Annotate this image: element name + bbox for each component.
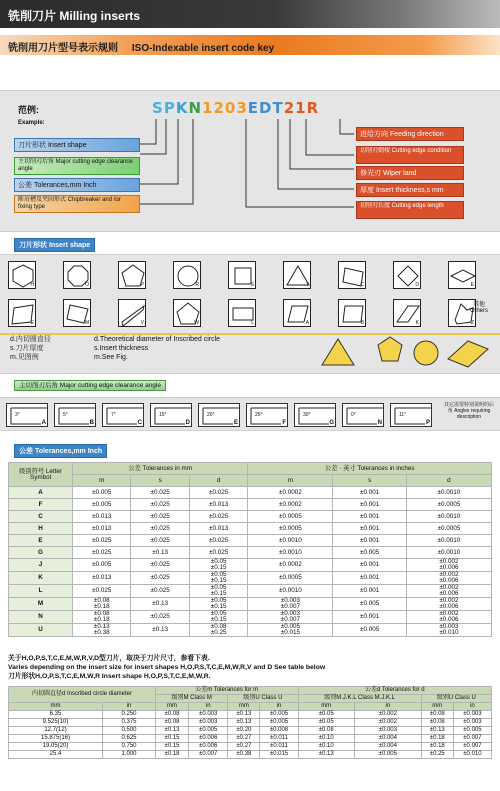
tolerance-row: J ±0.005 ±0.025 ±0.05 ±0.15 ±0.0002 ±0.001 ±0.002 ±0.006 [9, 559, 492, 572]
section-header [0, 35, 500, 55]
shape-e [8, 299, 36, 327]
tolerance-row: C ±0.013 ±0.025 ±0.025 ±0.0005 ±0.001 ±0.0010 [9, 511, 492, 523]
shape-letter: D [415, 282, 419, 288]
shape-h [8, 261, 36, 289]
size-row: 25.4 1.000 ±0.18 ±0.007 ±0.38 ±0.015 ±0.13 ±0.005 ±0.25 ±0.010 [9, 751, 492, 759]
tolerance-row: N ±0.08 ±0.18 ±0.025 ±0.05 ±0.15 ±0.003 ±0.007 ±0.001 ±0.002 ±0.006 [9, 611, 492, 624]
shape-k [393, 299, 421, 327]
tolerance-row: U ±0.13 ±0.38 ±0.13 ±0.08 ±0.25 ±0.005 ±0.015 ±0.005 ±0.003 ±0.010 [9, 624, 492, 637]
shape-letter: M [84, 320, 89, 326]
clearance-p: 11° P [390, 403, 432, 427]
label-edge-length: 切削刃长度 Cutting edge length [356, 201, 464, 219]
label-edge-condition: 切削刃倒棱 Cutting edge condition [356, 146, 464, 164]
code-char: 1 [202, 99, 213, 117]
label-feeding-direction: 进给方向 Feeding direction [356, 127, 464, 141]
clearance-a: 3° A [6, 403, 48, 427]
code-char: 2 [213, 99, 224, 117]
label-clearance-angle: 主切削刃后角 Major cutting edge clearance angle [14, 157, 140, 175]
shape-a [283, 299, 311, 327]
shape-letter: W [194, 320, 199, 326]
shape-b [338, 299, 366, 327]
code-char: S [152, 99, 163, 117]
code-char: R [306, 99, 319, 117]
clearance-c: 7° C [102, 403, 144, 427]
shape-e [448, 261, 476, 289]
section-title: 铣削用刀片型号表示规则 ISO-Indexable insert code key [8, 43, 275, 54]
tolerance-row: K ±0.013 ±0.025 ±0.05 ±0.15 ±0.0005 ±0.001 ±0.002 ±0.006 [9, 572, 492, 585]
legend-shapes [318, 335, 498, 373]
insert-shape-tag: 刀片形状 Insert shape [14, 238, 95, 252]
shape-letter: O [85, 282, 89, 288]
code-char: 1 [295, 99, 306, 117]
header-mm: 公差 Tolerances in mm [73, 463, 248, 475]
example-label: 范例: Example: [18, 105, 45, 126]
header-letter: 级别符号 Letter Symbol [9, 463, 73, 487]
shape-letter: A [305, 320, 309, 326]
label-wiper-land: 修光刃 Wiper land [356, 166, 464, 180]
shape-o [63, 261, 91, 289]
code-char: E [247, 99, 258, 117]
tolerance-row: G ±0.025 ±0.13 ±0.025 ±0.0010 ±0.005 ±0.0010 [9, 547, 492, 559]
shape-letter: V [140, 320, 144, 326]
shape-letter: B [360, 320, 364, 326]
label-tolerances: 公差 Tolerances,mm Inch [14, 178, 140, 192]
code-char: 2 [283, 99, 295, 117]
page-title: 铣削刀片 Milling inserts [8, 9, 141, 23]
shape-w [173, 299, 201, 327]
tolerance-table: 级别符号 Letter Symbol 公差 Tolerances in mm 公差 · 英寸 Tolerances in inches m s d m s d A ±0.005 ±0.025 ±0.025 ±0.0002 ±0.001 ±0.0010 F ±0.005 ±0.025 ±0.013 ±0.0002 ±0.001 ±0.0005 C ±0.013 ±0.025 ±0.025 ±0.0005 ±0.001 ±0.0010 H ±0.013 ±0.025 ±0.013 ±0.0005 ±0.001 ±0.0005 E ±0.025 ±0.025 ±0.025 ±0.0010 ±0.001 ±0.0010 G ±0.025 ±0.13 ±0.025 ±0.0010 ±0.005 ±0.0010 J ±0.005 ±0.025 ±0.05 ±0.15 ±0.0002 ±0.001 ±0.002 ±0.006 K ±0.013 ±0.025 ±0.05 ±0.15 ±0.0005 ±0.001 ±0.002 ±0.006 L ±0.025 ±0.025 ±0.05 ±0.15 ±0.0010 ±0.001 ±0.002 ±0.006 M ±0.08 ±0.18 ±0.13 ±0.05 ±0.15 ±0.003 ±0.007 ±0.005 ±0.002 ±0.006 N ±0.08 ±0.18 ±0.025 ±0.05 ±0.15 ±0.003 ±0.007 ±0.001 ±0.002 ±0.006 U ±0.13 ±0.38 ±0.13 ±0.08 ±0.25 ±0.005 ±0.015 ±0.005 ±0.003 ±0.010 [8, 462, 492, 637]
code-char: 3 [236, 99, 247, 117]
clearance-e: 20° E [198, 403, 240, 427]
notes: 关于H,O,P,S,T,C,E,M,W,R,V,D型刀片，取决于刀片尺寸，参看下表. Varies depending on the insert size for insert shapes H,O,P,S,T,C,E,M,W,R,V and D See table below 刀片形状H,O,P,S,T,C,E,M,W,R Insert shape H,O,P,S,T,C,E,M,W,R. [8, 655, 326, 680]
shape-letter: R [195, 282, 199, 288]
clearance-n: 0° N [342, 403, 384, 427]
label-insert-thickness: 厚度 Insert thickness,s mm [356, 183, 464, 197]
others-label: 其他 Others [469, 302, 488, 314]
size-row: 12.7(12) 0.500 ±0.13 ±0.005 ±0.20 ±0.008 ±0.08 ±0.003 ±0.13 ±0.005 [9, 727, 492, 735]
code-char: T [272, 99, 283, 117]
tolerance-row: M ±0.08 ±0.18 ±0.13 ±0.05 ±0.15 ±0.003 ±0.007 ±0.005 ±0.002 ±0.006 [9, 598, 492, 611]
shape-letter: E [30, 320, 34, 326]
clearance-d: 15° D [150, 403, 192, 427]
clearance-tag: 主切削刃后角 Major cutting edge clearance angle [14, 380, 166, 391]
shape-p [118, 261, 146, 289]
clearance-panel [0, 397, 500, 431]
clearance-b: 5° B [54, 403, 96, 427]
label-insert-shape: 刀片形状 Insert shape [14, 138, 140, 152]
size-row: 6.35 0.250 ±0.08 ±0.003 ±0.13 ±0.005 ±0.05 ±0.002 ±0.08 ±0.003 [9, 711, 492, 719]
insert-shape-panel [0, 254, 500, 374]
shape-letter: K [415, 320, 419, 326]
shape-s [228, 261, 256, 289]
tolerance-row: L ±0.025 ±0.025 ±0.05 ±0.15 ±0.0010 ±0.001 ±0.002 ±0.006 [9, 585, 492, 598]
tolerance-row: F ±0.005 ±0.025 ±0.013 ±0.0002 ±0.001 ±0.0005 [9, 499, 492, 511]
shape-t [283, 261, 311, 289]
shape-r [173, 261, 201, 289]
shape-letter: S [250, 282, 254, 288]
tolerance-row: E ±0.025 ±0.025 ±0.025 ±0.0010 ±0.001 ±0.0010 [9, 535, 492, 547]
shape-letter: H [30, 282, 34, 288]
label-chipbreaker: 断屑槽及夹固形式 Chipbreaker and /or fixing type [14, 195, 140, 213]
shape-letter: C [360, 282, 364, 288]
tolerance-row: H ±0.013 ±0.025 ±0.013 ±0.0005 ±0.001 ±0.0005 [9, 523, 492, 535]
shape-d [393, 261, 421, 289]
page-header [0, 0, 500, 28]
header-inch: 公差 · 英寸 Tolerances in inches [248, 463, 492, 475]
size-row: 15.875(16) 0.625 ±0.15 ±0.006 ±0.27 ±0.011 ±0.10 ±0.004 ±0.18 ±0.007 [9, 735, 492, 743]
tolerances-tag: 公差 Tolerances,mm Inch [14, 444, 107, 458]
code-char: D [259, 99, 272, 117]
legend-en: d.Theoretical diameter of Inscribed circle s.Insert thickness m.See Fig. [94, 336, 221, 361]
shape-letter: L [251, 320, 254, 326]
legend-cn: d.内切圆直径 s.刀片厚度 m.见图例 [10, 336, 51, 361]
shape-l [228, 299, 256, 327]
shape-letter: P [140, 282, 144, 288]
clearance-f: 25° F [246, 403, 288, 427]
shape-c [338, 261, 366, 289]
size-row: 19.05(20) 0.750 ±0.15 ±0.006 ±0.27 ±0.011 ±0.10 ±0.004 ±0.18 ±0.007 [9, 743, 492, 751]
shape-v [118, 299, 146, 327]
clearance-g: 30° G [294, 403, 336, 427]
code-char: 0 [224, 99, 236, 117]
size-tolerance-table: 内切圆直径d Inscribed circle diameter 公差m Tolerances for m 公差d Tolerances for d 级别M Class M 级别U Class U 级别M.J.K.L Class M.J.K.L 级别U Class U mm in mm in mm in mm in mm in 6.35 0.250 ±0.08 ±0.003 ±0.13 ±0.005 ±0.05 ±0.002 ±0.08 ±0.003 9.525(10) 0.375 ±0.08 ±0.003 ±0.13 ±0.005 ±0.05 ±0.002 ±0.08 ±0.003 12.7(12) 0.500 ±0.13 ±0.005 ±0.20 ±0.008 ±0.08 ±0.003 ±0.13 ±0.005 15.875(16) 0.625 ±0.15 ±0.006 ±0.27 ±0.011 ±0.10 ±0.004 ±0.18 ±0.007 19.05(20) 0.750 ±0.15 ±0.006 ±0.27 ±0.011 ±0.10 ±0.004 ±0.18 ±0.007 25.4 1.000 ±0.18 ±0.007 ±0.38 ±0.015 ±0.13 ±0.005 ±0.25 ±0.010 [8, 686, 492, 759]
code-char: P [163, 99, 175, 117]
code-char: N [188, 99, 201, 117]
code-key-panel [0, 90, 500, 232]
clearance-note: 其它需要特别说明的后角 Angles requiring description [444, 402, 495, 420]
code-char: K [175, 99, 188, 117]
shape-m [63, 299, 91, 327]
size-row: 9.525(10) 0.375 ±0.08 ±0.003 ±0.13 ±0.005 ±0.05 ±0.002 ±0.08 ±0.003 [9, 719, 492, 727]
shape-letter: T [305, 282, 309, 288]
shape-letter: Z [470, 320, 474, 326]
shape-letter: E [470, 282, 474, 288]
tolerance-row: A ±0.005 ±0.025 ±0.025 ±0.0002 ±0.001 ±0.0010 [9, 487, 492, 499]
